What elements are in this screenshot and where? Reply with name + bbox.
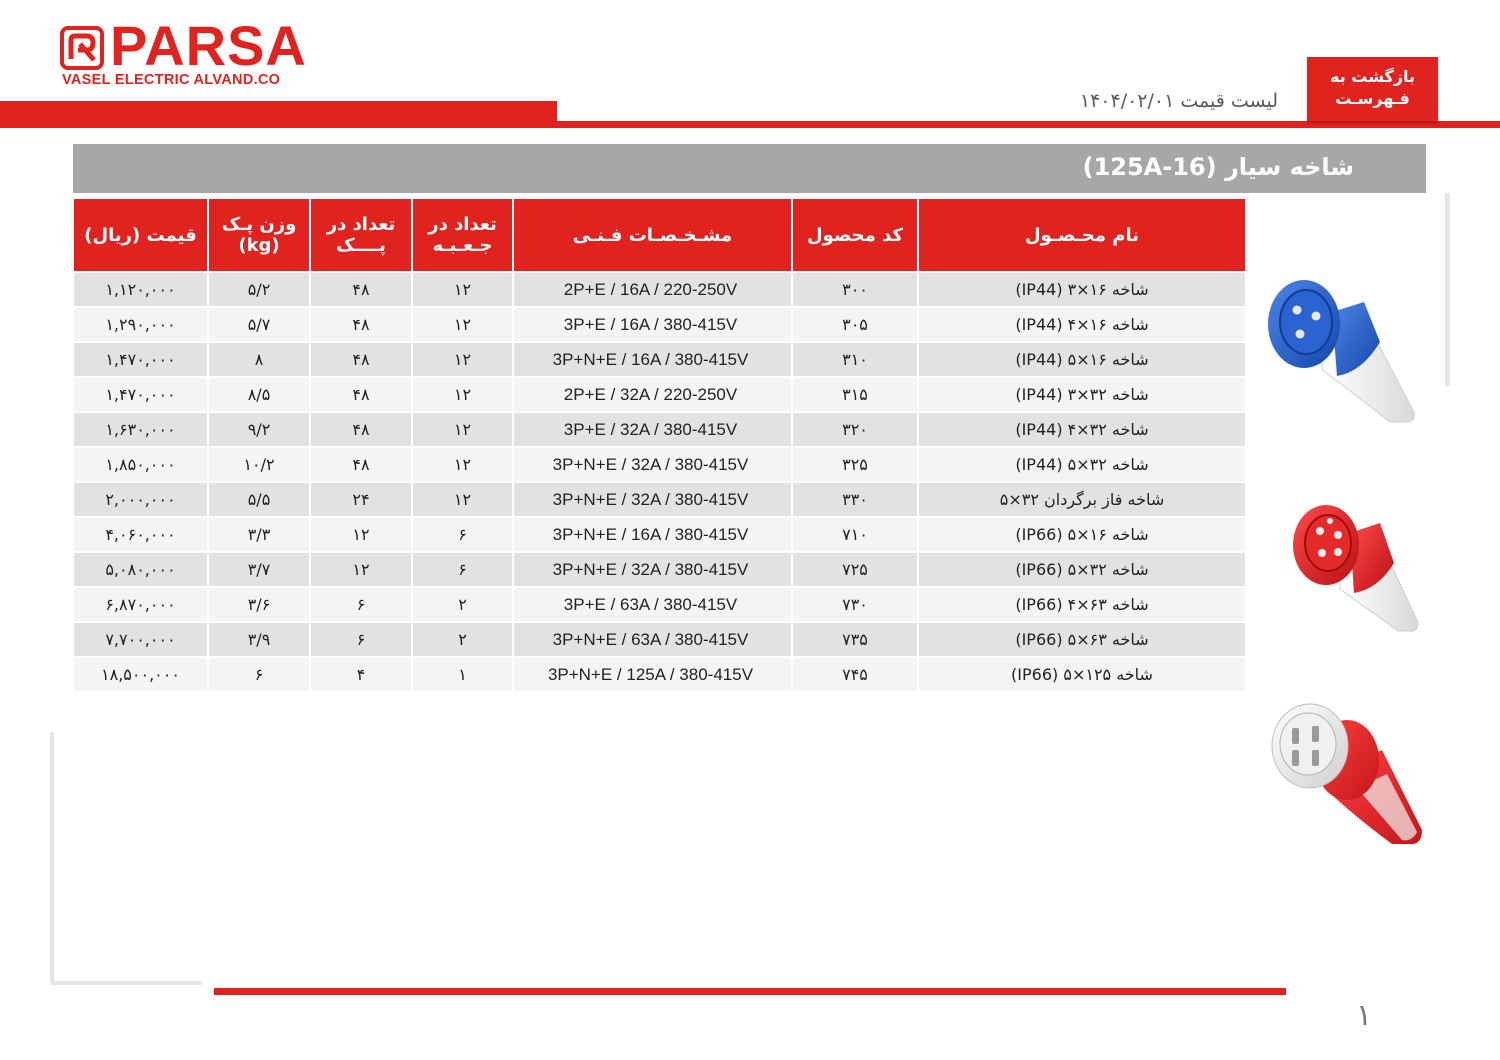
cell-product-code: ۳۰۵ (791, 308, 917, 343)
header-qty-pack-line1: تعداد در (326, 214, 396, 235)
cell-product-name: شاخه ۱۶×۵ (IP44) (917, 343, 1245, 378)
header-product-code: کد محصول (791, 199, 917, 273)
cell-product-code: ۷۳۰ (791, 588, 917, 623)
blue-plug-image (1262, 272, 1422, 427)
cell-price: ۶,۸۷۰,۰۰۰ (74, 588, 207, 623)
cell-product-name: شاخه ۱۶×۵ (IP66) (917, 518, 1245, 553)
cell-price: ۱,۴۷۰,۰۰۰ (74, 378, 207, 413)
cell-price: ۴,۰۶۰,۰۰۰ (74, 518, 207, 553)
cell-product-code: ۳۳۰ (791, 483, 917, 518)
section-title: شاخه سیار (16-125A) (1082, 153, 1354, 181)
header-qty-per-box (411, 199, 512, 273)
cell-product-code: ۳۱۵ (791, 378, 917, 413)
cell-price: ۲,۰۰۰,۰۰۰ (74, 483, 207, 518)
cell-qty-per-box: ۱۲ (411, 413, 512, 448)
price-table (74, 199, 1245, 693)
table-row (74, 658, 1245, 693)
cell-specifications: 3P+N+E / 16A / 380-415V (512, 343, 791, 378)
cell-product-name: شاخه ۶۳×۵ (IP66) (917, 623, 1245, 658)
table-row (74, 343, 1245, 378)
cell-price: ۱,۴۷۰,۰۰۰ (74, 343, 207, 378)
cell-price: ۱,۶۳۰,۰۰۰ (74, 413, 207, 448)
cell-qty-per-pack: ۴۸ (309, 448, 411, 483)
header-specifications: مشـخـصـات فـنـی (512, 199, 791, 273)
cell-qty-per-pack: ۱۲ (309, 518, 411, 553)
cell-pack-weight: ۵/۷ (207, 308, 309, 343)
cell-product-name: شاخه ۳۲×۴ (IP44) (917, 413, 1245, 448)
cell-product-code: ۳۰۰ (791, 273, 917, 308)
header-red-line (557, 121, 1500, 128)
header-product-name: نام محـصـول (917, 199, 1245, 273)
cell-specifications: 2P+E / 32A / 220-250V (512, 378, 791, 413)
price-list-date-title: لیست قیمت ۱۴۰۴/۰۲/۰۱ (1079, 90, 1278, 112)
parsa-logo-icon (60, 26, 104, 70)
red-plug-image (1290, 497, 1425, 637)
cell-qty-per-box: ۲ (411, 623, 512, 658)
header-qty-pack-line2: پــــک (336, 235, 386, 256)
cell-product-name: شاخه ۳۲×۵ (IP44) (917, 448, 1245, 483)
table-header-row (74, 199, 1245, 273)
cell-pack-weight: ۳/۶ (207, 588, 309, 623)
cell-product-code: ۷۲۵ (791, 553, 917, 588)
cell-specifications: 3P+N+E / 16A / 380-415V (512, 518, 791, 553)
cell-pack-weight: ۳/۹ (207, 623, 309, 658)
cell-qty-per-box: ۱۲ (411, 483, 512, 518)
cell-product-name: شاخه فاز برگردان ۳۲×۵ (917, 483, 1245, 518)
header-qty-box-line2: جـعـبـه (432, 235, 493, 256)
cell-product-name: شاخه ۱۶×۴ (IP44) (917, 308, 1245, 343)
cell-qty-per-pack: ۴۸ (309, 378, 411, 413)
cell-qty-per-pack: ۴۸ (309, 273, 411, 308)
back-button-line2: فـهرسـت (1335, 89, 1410, 108)
header-qty-per-pack (309, 199, 411, 273)
cell-pack-weight: ۸/۵ (207, 378, 309, 413)
cell-qty-per-box: ۱۲ (411, 308, 512, 343)
cell-pack-weight: ۹/۲ (207, 413, 309, 448)
cell-product-code: ۷۳۵ (791, 623, 917, 658)
cell-qty-per-pack: ۲۴ (309, 483, 411, 518)
header-weight-line1: وزن پـک (221, 214, 297, 235)
cell-specifications: 3P+E / 63A / 380-415V (512, 588, 791, 623)
cell-qty-per-box: ۱ (411, 658, 512, 693)
header-pack-weight (207, 199, 309, 273)
cell-specifications: 3P+E / 32A / 380-415V (512, 413, 791, 448)
cell-product-code: ۷۱۰ (791, 518, 917, 553)
cell-pack-weight: ۵/۲ (207, 273, 309, 308)
cell-specifications: 3P+N+E / 32A / 380-415V (512, 483, 791, 518)
cell-qty-per-box: ۶ (411, 553, 512, 588)
cell-pack-weight: ۵/۵ (207, 483, 309, 518)
cell-specifications: 3P+N+E / 125A / 380-415V (512, 658, 791, 693)
cell-specifications: 3P+N+E / 32A / 380-415V (512, 448, 791, 483)
brand-logo (60, 14, 320, 92)
cell-qty-per-pack: ۶ (309, 623, 411, 658)
decorative-corner-line-vertical (50, 732, 54, 985)
cell-qty-per-box: ۲ (411, 588, 512, 623)
cell-product-code: ۷۴۵ (791, 658, 917, 693)
cell-product-name: شاخه ۳۲×۵ (IP66) (917, 553, 1245, 588)
section-title-bar (73, 144, 1426, 193)
cell-product-code: ۳۱۰ (791, 343, 917, 378)
table-row (74, 413, 1245, 448)
table-row (74, 273, 1245, 308)
table-row (74, 308, 1245, 343)
footer-red-line (214, 988, 1286, 995)
cell-qty-per-pack: ۴ (309, 658, 411, 693)
table-row (74, 588, 1245, 623)
cell-price: ۵,۰۸۰,۰۰۰ (74, 553, 207, 588)
cell-price: ۷,۷۰۰,۰۰۰ (74, 623, 207, 658)
decorative-vertical-line (1445, 193, 1450, 386)
page-number: ۱ (1356, 998, 1373, 1033)
cell-qty-per-pack: ۴۸ (309, 413, 411, 448)
table-row (74, 448, 1245, 483)
header-weight-line2: (kg) (238, 235, 280, 256)
cell-pack-weight: ۶ (207, 658, 309, 693)
header-qty-box-line1: تعداد در (428, 214, 497, 235)
cell-pack-weight: ۳/۷ (207, 553, 309, 588)
header-red-band (0, 101, 557, 128)
cell-qty-per-box: ۶ (411, 518, 512, 553)
cell-specifications: 3P+N+E / 32A / 380-415V (512, 553, 791, 588)
cell-product-code: ۳۲۵ (791, 448, 917, 483)
cell-product-name: شاخه ۱۶×۳ (IP44) (917, 273, 1245, 308)
cell-price: ۱,۱۲۰,۰۰۰ (74, 273, 207, 308)
table-row (74, 518, 1245, 553)
table-row (74, 483, 1245, 518)
cell-qty-per-pack: ۱۲ (309, 553, 411, 588)
cell-qty-per-box: ۱۲ (411, 343, 512, 378)
back-to-index-button[interactable] (1307, 57, 1438, 121)
header-price: قیمت (ریال) (74, 199, 207, 273)
table-row (74, 623, 1245, 658)
cell-product-name: شاخه ۱۲۵×۵ (IP66) (917, 658, 1245, 693)
cell-pack-weight: ۳/۳ (207, 518, 309, 553)
cell-product-name: شاخه ۳۲×۳ (IP44) (917, 378, 1245, 413)
cell-pack-weight: ۱۰/۲ (207, 448, 309, 483)
cell-specifications: 3P+E / 16A / 380-415V (512, 308, 791, 343)
table-row (74, 378, 1245, 413)
cell-qty-per-box: ۱۲ (411, 378, 512, 413)
cell-qty-per-box: ۱۲ (411, 448, 512, 483)
cell-price: ۱,۸۵۰,۰۰۰ (74, 448, 207, 483)
cell-product-code: ۳۲۰ (791, 413, 917, 448)
cell-qty-per-pack: ۶ (309, 588, 411, 623)
cell-specifications: 3P+N+E / 63A / 380-415V (512, 623, 791, 658)
cell-qty-per-pack: ۴۸ (309, 308, 411, 343)
cell-product-name: شاخه ۶۳×۴ (IP66) (917, 588, 1245, 623)
brand-subtitle: VASEL ELECTRIC ALVAND.CO (62, 72, 281, 88)
brand-name: PARSA (110, 14, 307, 77)
cell-qty-per-pack: ۴۸ (309, 343, 411, 378)
cell-pack-weight: ۸ (207, 343, 309, 378)
cell-price: ۱,۲۹۰,۰۰۰ (74, 308, 207, 343)
decorative-corner-line-horizontal (50, 981, 202, 985)
cell-qty-per-box: ۱۲ (411, 273, 512, 308)
white-red-plug-image (1262, 700, 1427, 850)
cell-specifications: 2P+E / 16A / 220-250V (512, 273, 791, 308)
back-button-line1: بازگشت به (1329, 67, 1416, 86)
table-row (74, 553, 1245, 588)
cell-price: ۱۸,۵۰۰,۰۰۰ (74, 658, 207, 693)
